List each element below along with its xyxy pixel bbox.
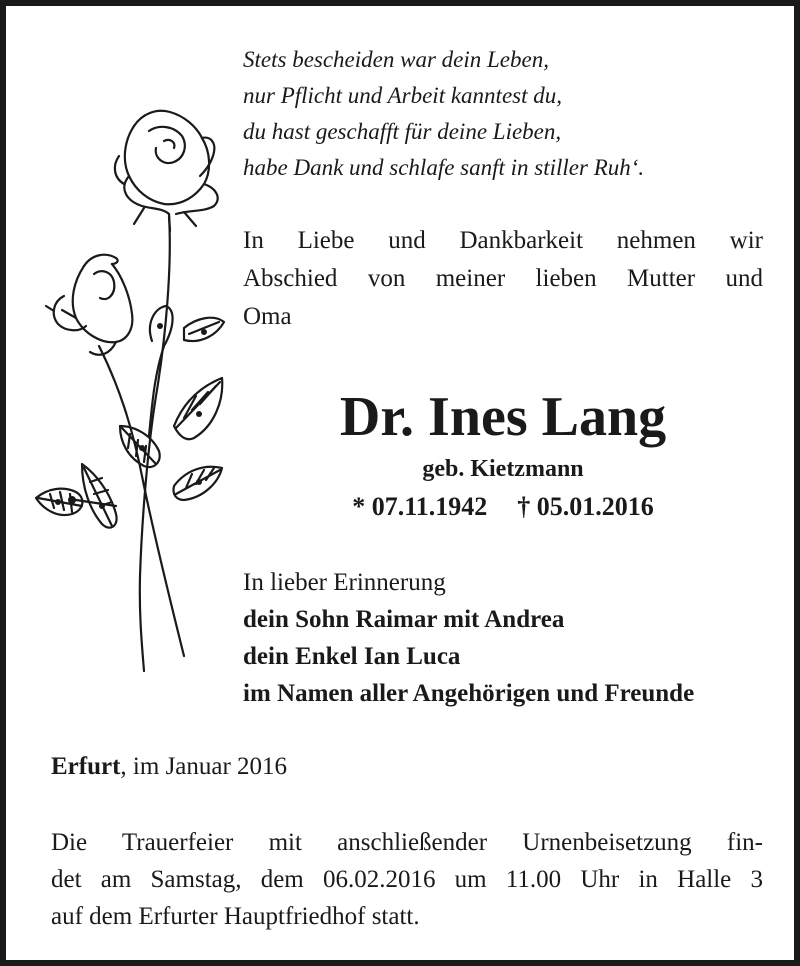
funeral-line: Die Trauerfeier mit anschließender Urnenbeisetzung fin-: [51, 829, 763, 856]
funeral-info: [51, 824, 763, 935]
poem-line: du hast geschafft für deine Lieben,: [243, 119, 562, 144]
rose-drawing-icon: [24, 96, 234, 676]
intro-line: Oma: [243, 303, 292, 330]
deceased-name: Dr. Ines Lang: [339, 386, 667, 448]
death-date: † 05.01.2016: [517, 492, 654, 521]
poem-line: nur Pflicht und Arbeit kanntest du,: [243, 83, 562, 108]
mourner-line: dein Enkel Ian Luca: [243, 643, 461, 670]
mourner-line: im Namen aller Angehörigen und Freunde: [243, 680, 695, 707]
funeral-line: det am Samstag, dem 06.02.2016 um 11.00 Uhr in Halle 3: [51, 866, 763, 893]
birth-date: * 07.11.1942: [352, 492, 488, 521]
city: Erfurt: [51, 753, 121, 780]
mourners-block: [243, 564, 773, 712]
mourner-line: dein Sohn Raimar mit Andrea: [243, 606, 565, 633]
intro-line: Abschied von meiner lieben Mutter und: [243, 265, 763, 292]
intro-line: In Liebe und Dankbarkeit nehmen wir: [243, 227, 763, 254]
life-dates: [243, 488, 763, 526]
notice-date: , im Januar 2016: [120, 753, 288, 780]
memory-intro: In lieber Erinnerung: [243, 569, 446, 596]
poem-line: Stets bescheiden war dein Leben,: [243, 47, 549, 72]
intro-text: [243, 222, 763, 336]
poem-line: habe Dank und schlafe sanft in stiller Ruh‘.: [243, 155, 645, 180]
place-date: [51, 748, 751, 786]
birth-name: geb. Kietzmann: [422, 456, 584, 482]
poem: [243, 42, 763, 186]
funeral-line: auf dem Erfurter Hauptfriedhof statt.: [51, 903, 420, 930]
